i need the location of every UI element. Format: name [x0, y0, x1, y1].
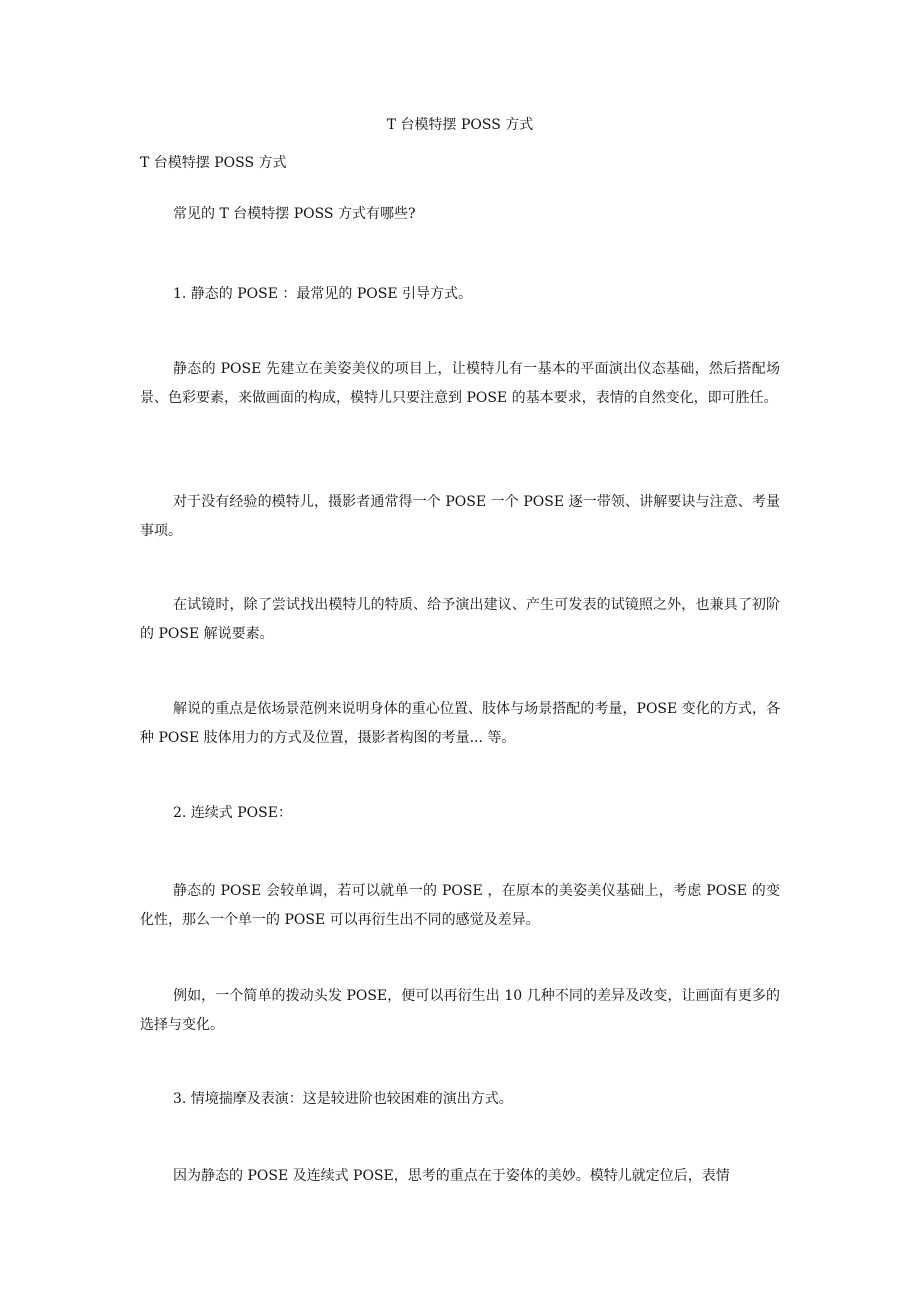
paragraph-inexperienced-models: 对于没有经验的模特儿，摄影者通常得一个 POSE 一个 POSE 逐一带领、讲解要诀与注意、考量事项。 — [140, 494, 780, 539]
paragraph-explanation-focus: 解说的重点是依场景范例来说明身体的重心位置、肢体与场景搭配的考量，POSE 变化的方式，各种 POSE 肢体用力的方式及位置，摄影者构图的考量... 等。 — [140, 701, 780, 746]
paragraph-static-pose-description: 静态的 POSE 先建立在美姿美仪的项目上，让模特儿有一基本的平面演出仪态基础，然后搭配场景、色彩要素，来做画面的构成，模特儿只要注意到 POSE 的基本要求，表情的自然变化，即可胜任。 — [140, 361, 780, 406]
paragraph-hair-pose-example: 例如，一个简单的拨动头发 POSE，便可以再衍生出 10 几种不同的差异及改变，让画面有更多的选择与变化。 — [140, 988, 780, 1033]
paragraph-heading-situational-acting: 3. 情境揣摩及表演：这是较进阶也较困难的演出方式。 — [173, 1091, 513, 1107]
document-subtitle: T 台模特摆 POSS 方式 — [140, 155, 287, 171]
paragraph-heading-continuous-pose: 2. 连续式 POSE： — [173, 805, 292, 821]
paragraph-situational-description: 因为静态的 POSE 及连续式 POSE，思考的重点在于姿体的美妙。模特儿就定位后，表情 — [173, 1168, 730, 1184]
paragraph-continuous-pose-description: 静态的 POSE 会较单调，若可以就单一的 POSE ，在原本的美姿美仪基础上，考虑 POSE 的变化性，那么一个单一的 POSE 可以再衍生出不同的感觉及差异。 — [140, 883, 780, 928]
document-title: T 台模特摆 POSS 方式 — [386, 117, 534, 133]
paragraph-heading-static-pose: 1. 静态的 POSE ：最常见的 POSE 引导方式。 — [173, 286, 473, 302]
paragraph-audition: 在试镜时，除了尝试找出模特儿的特质、给予演出建议、产生可发表的试镜照之外，也兼具了初阶的 POSE 解说要素。 — [140, 597, 780, 642]
paragraph-intro-question: 常见的 T 台模特摆 POSS 方式有哪些? — [173, 206, 416, 222]
